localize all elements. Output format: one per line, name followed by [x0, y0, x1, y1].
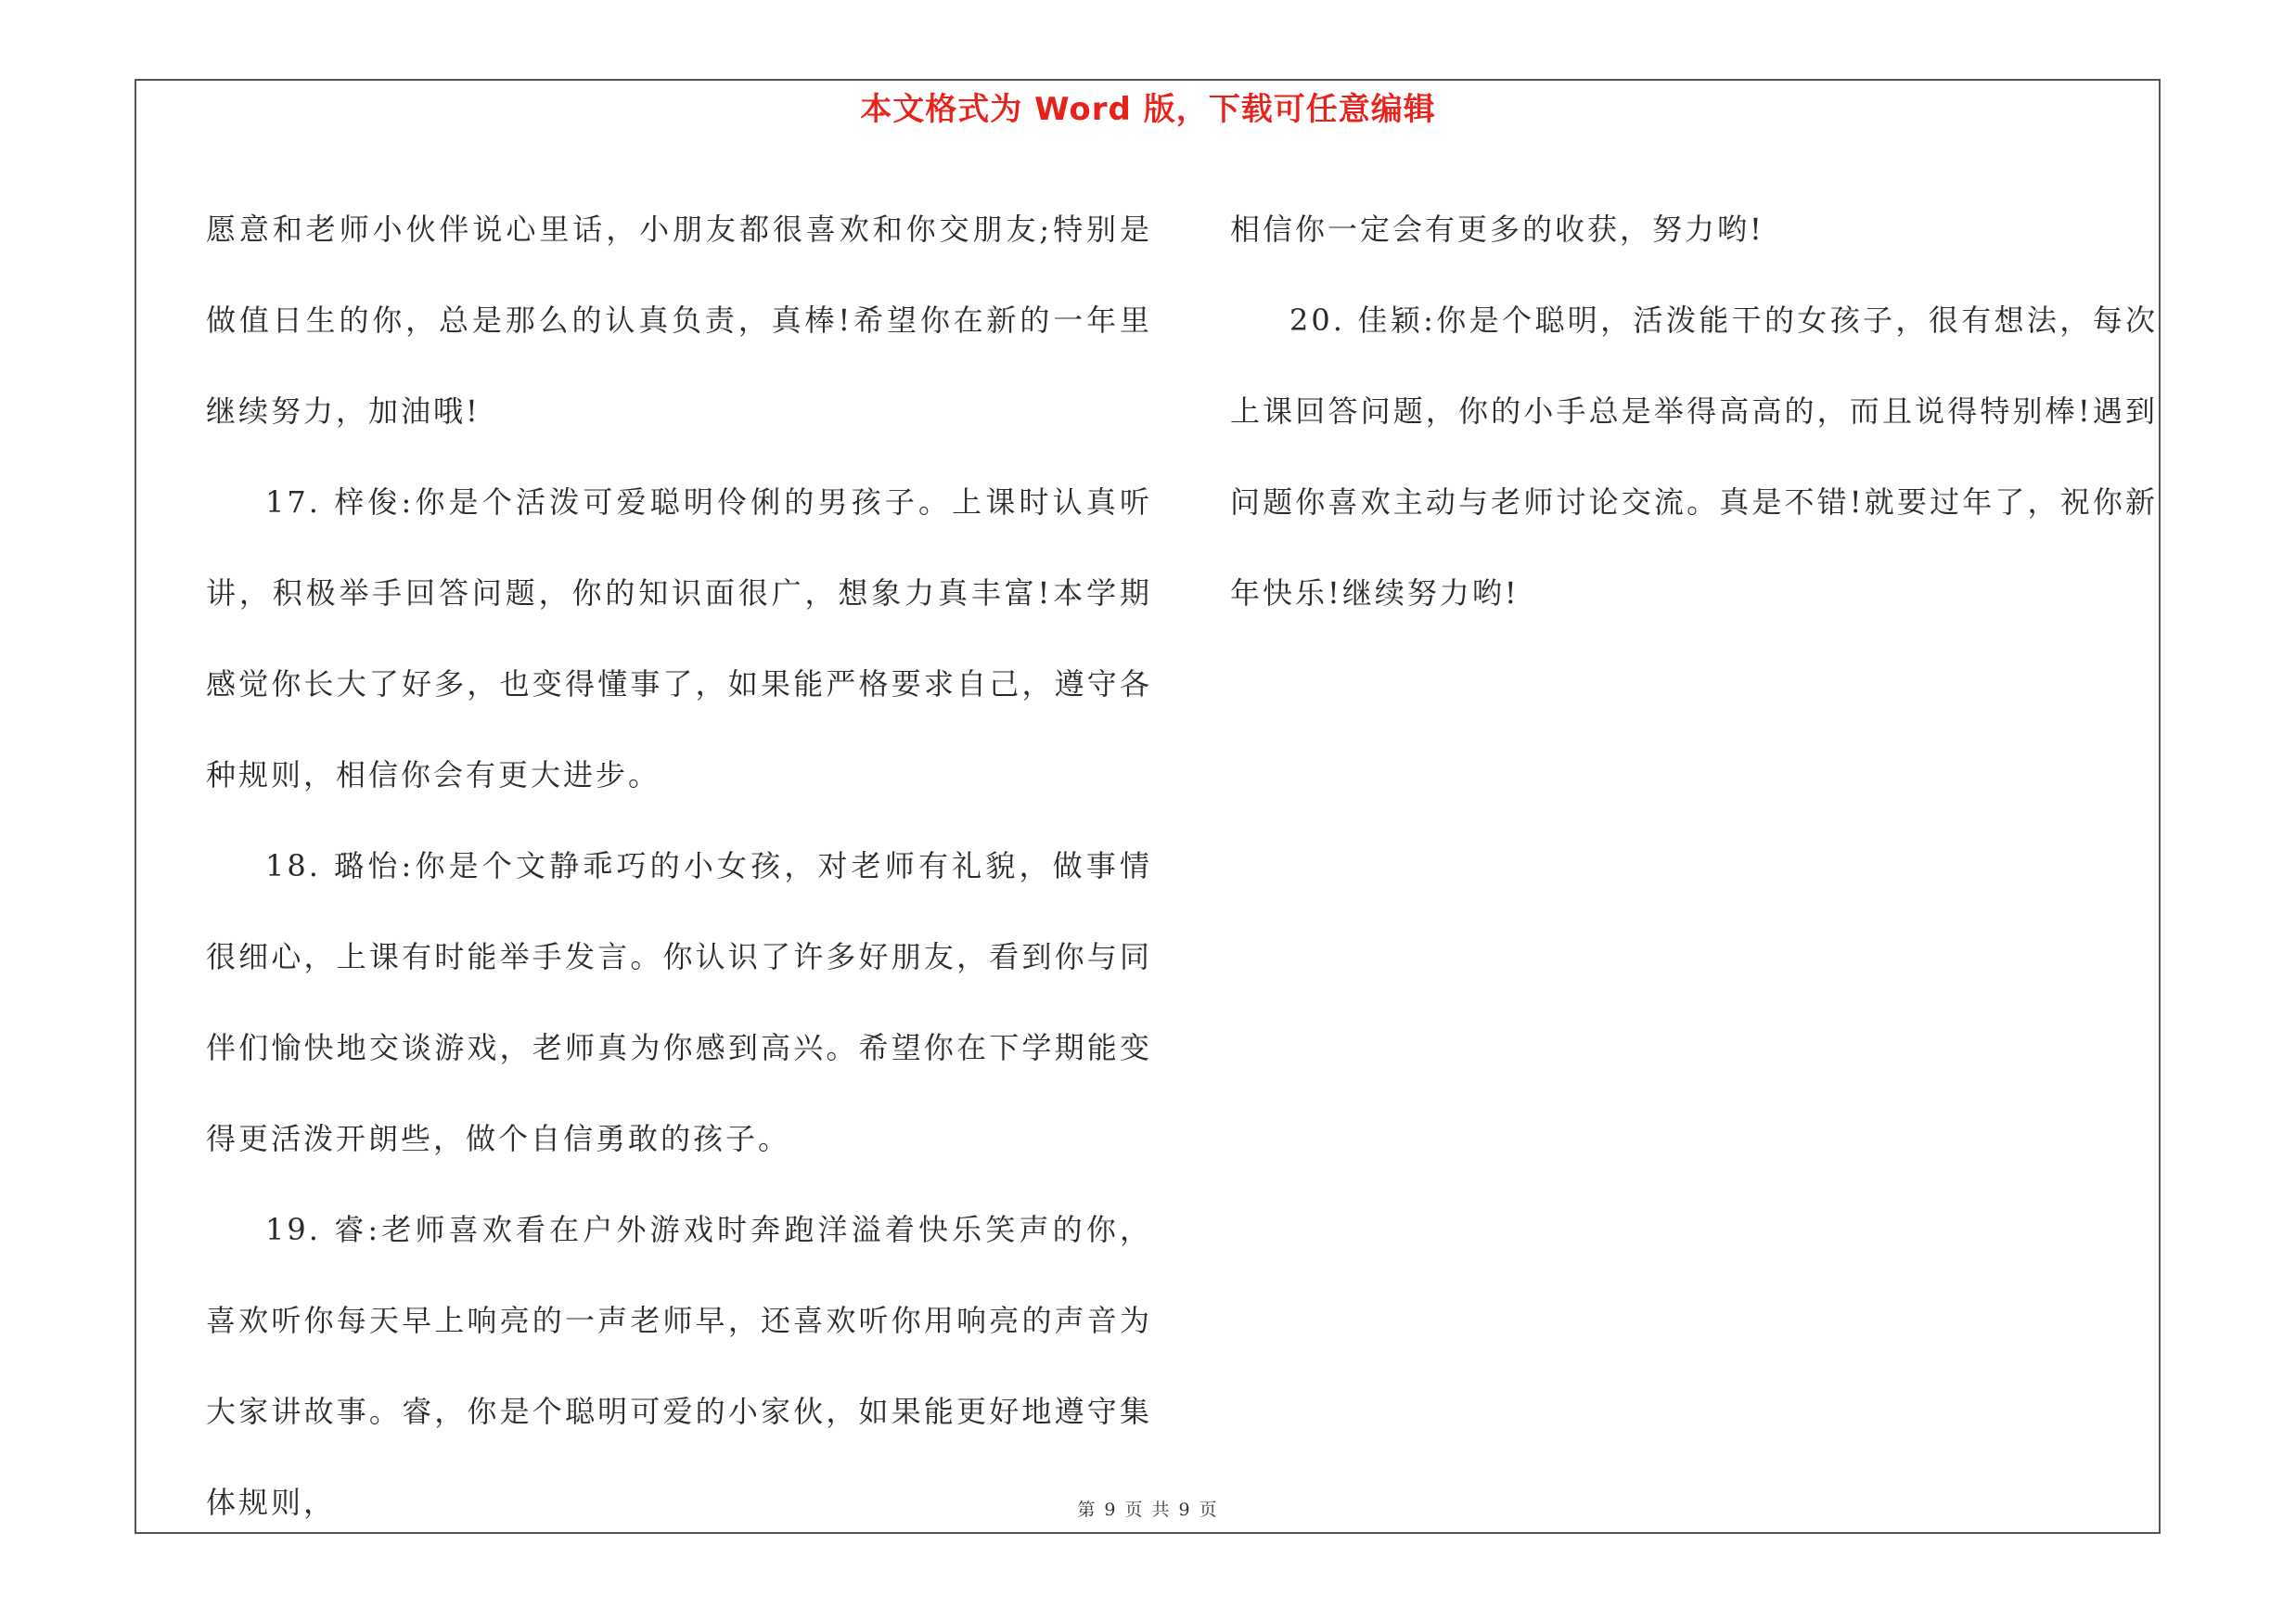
left-column: [206, 184, 1152, 1548]
page-number-footer: 第 9 页 共 9 页: [1077, 1500, 1219, 1520]
paragraph-comment-19: 19. 睿:老师喜欢看在户外游戏时奔跑洋溢着快乐笑声的你，喜欢听你每天早上响亮的一声老师早，还喜欢听你用响亮的声音为大家讲故事。睿，你是个聪明可爱的小家伙，如果能更好地遵守集体规则，: [206, 1212, 1152, 1520]
right-column: [1230, 184, 2158, 638]
header-banner: 本文格式为 Word 版，下载可任意编辑: [860, 91, 1436, 128]
paragraph-comment-18: 18. 璐怡:你是个文静乖巧的小女孩，对老师有礼貌，做事情很细心，上课有时能举手发言。你认识了许多好朋友，看到你与同伴们愉快地交谈游戏，老师真为你感到高兴。希望你在下学期能变得更活泼开朗些，做个自信勇敢的孩子。: [206, 848, 1152, 1156]
paragraph-continuation-right: 相信你一定会有更多的收获，努力哟!: [1230, 212, 1764, 247]
paragraph-comment-20: 20. 佳颖:你是个聪明，活泼能干的女孩子，很有想法，每次上课回答问题，你的小手总是举得高高的，而且说得特别棒!遇到问题你喜欢主动与老师讨论交流。真是不错!就要过年了，祝你新年快乐!继续努力哟!: [1230, 303, 2158, 611]
paragraph-continuation: 愿意和老师小伙伴说心里话，小朋友都很喜欢和你交朋友;特别是做值日生的你，总是那么的认真负责，真棒!希望你在新的一年里继续努力，加油哦!: [206, 212, 1152, 429]
paragraph-comment-17: 17. 梓俊:你是个活泼可爱聪明伶俐的男孩子。上课时认真听讲，积极举手回答问题，你的知识面很广，想象力真丰富!本学期感觉你长大了好多，也变得懂事了，如果能严格要求自己，遵守各种规则，相信你会有更大进步。: [206, 484, 1152, 792]
